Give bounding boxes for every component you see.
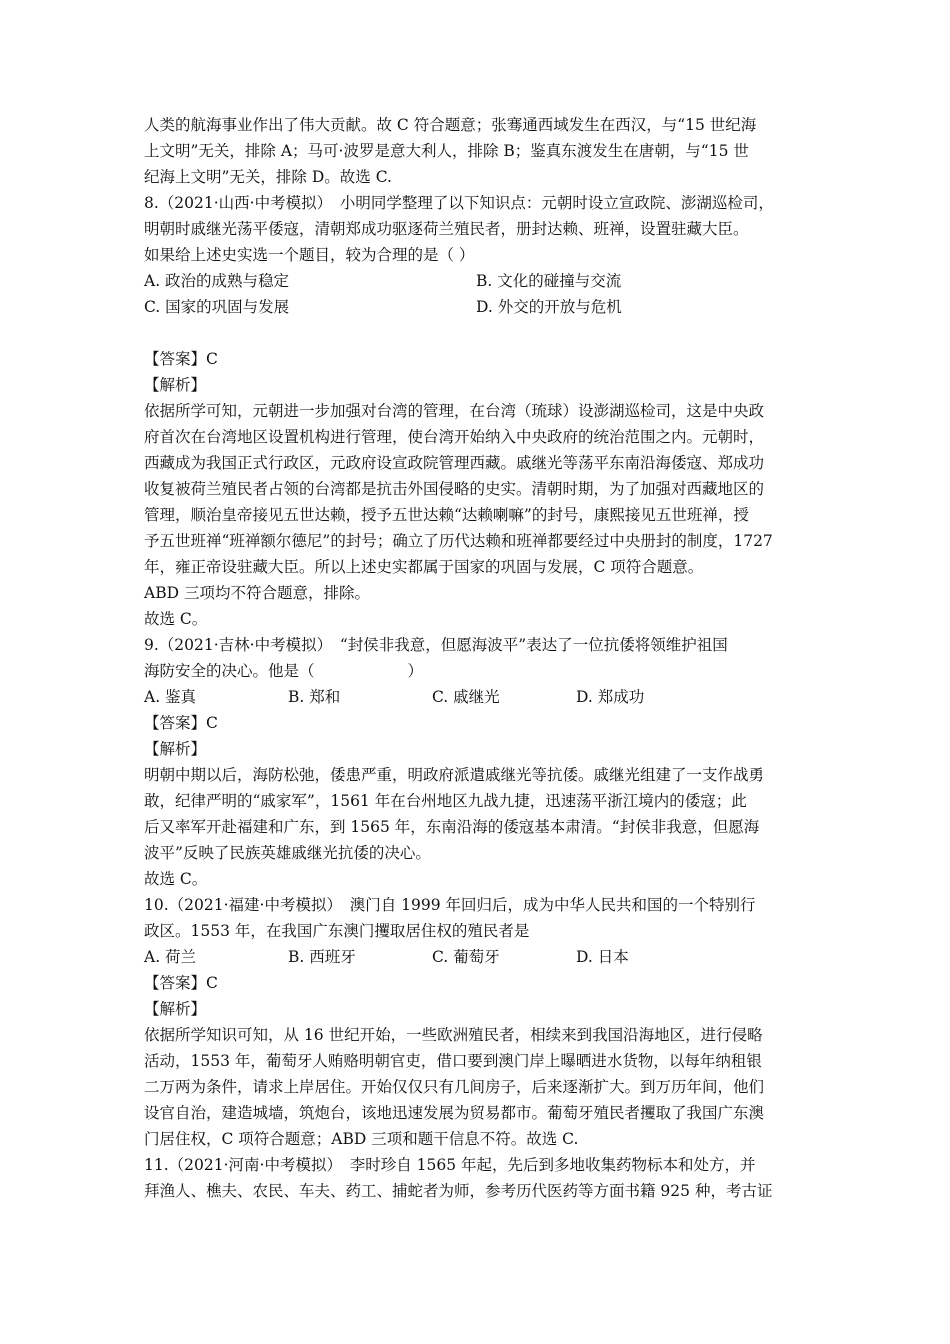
question-8-options-row-1 [144, 268, 808, 294]
text-line: 纪海上文明”无关，排除 D。故选 C. [144, 168, 392, 186]
question-8-analysis-label: 【解析】 [144, 376, 207, 394]
intro-paragraph [144, 112, 808, 190]
text-line: 二万两为条件，请求上岸居住。开始仅仅只有几间房子，后来逐渐扩大。到万历年间，他们 [144, 1078, 765, 1096]
text-line: 8.（2021·山西·中考模拟） 小明同学整理了以下知识点：元朝时设立宣政院、澎湖巡检司， [144, 194, 774, 212]
text-line: 海防安全的决心。他是（ ） [144, 662, 424, 680]
text-line: 年，雍正帝设驻藏大臣。所以上述史实都属于国家的巩固与发展，C 项符合题意。 [144, 558, 704, 576]
document-content [144, 112, 808, 1204]
option-c: C. 戚继光 [432, 688, 500, 706]
question-10-stem [144, 892, 808, 944]
option-c: C. 葡萄牙 [432, 948, 500, 966]
option-d: D. 郑成功 [576, 688, 645, 706]
option-a: A. 荷兰 [144, 948, 197, 966]
text-line: 依据所学可知，元朝进一步加强对台湾的管理，在台湾（琉球）设澎湖巡检司，这是中央政 [144, 402, 765, 420]
question-9-analysis [144, 762, 808, 892]
text-line: 后又率军开赴福建和广东，到 1565 年，东南沿海的倭寇基本肃清。“封侯非我意，但愿海 [144, 818, 760, 836]
text-line: 政区。1553 年，在我国广东澳门攫取居住权的殖民者是 [144, 922, 530, 940]
question-8-answer: 【答案】C [144, 350, 218, 368]
text-line: 拜渔人、樵夫、农民、车夫、药工、捕蛇者为师，参考历代医药等方面书籍 925 种，考古证 [144, 1182, 773, 1200]
option-a: A. 政治的成熟与稳定 [144, 272, 290, 290]
option-b: B. 郑和 [288, 688, 341, 706]
text-line: 管理，顺治皇帝接见五世达赖，授予五世达赖“达赖喇嘛”的封号，康熙接见五世班禅，授 [144, 506, 749, 524]
text-line: 故选 C。 [144, 610, 208, 628]
text-line: 明朝中期以后，海防松弛，倭患严重，明政府派遣戚继光等抗倭。戚继光组建了一支作战勇 [144, 766, 765, 784]
text-line: 10.（2021·福建·中考模拟） 澳门自 1999 年回归后，成为中华人民共和国的一个特别行 [144, 896, 756, 914]
text-line: 设官自治，建造城墙，筑炮台，该地迅速发展为贸易都市。葡萄牙殖民者攫取了我国广东澳 [144, 1104, 765, 1122]
option-a: A. 鉴真 [144, 688, 197, 706]
text-line: 11.（2021·河南·中考模拟） 李时珍自 1565 年起，先后到多地收集药物标本和处方，并 [144, 1156, 756, 1174]
question-8-analysis [144, 398, 808, 632]
text-line: 上文明”无关，排除 A；马可·波罗是意大利人，排除 B；鉴真东渡发生在唐朝，与“15 世 [144, 142, 749, 160]
text-line: 活动，1553 年，葡萄牙人贿赂明朝官吏，借口要到澳门岸上曝晒进水货物，以每年纳租银 [144, 1052, 762, 1070]
question-10-answer: 【答案】C [144, 974, 218, 992]
option-c: C. 国家的巩固与发展 [144, 298, 290, 316]
text-line: 波平”反映了民族英雄戚继光抗倭的决心。 [144, 844, 431, 862]
option-d: D. 日本 [576, 948, 629, 966]
option-b: B. 文化的碰撞与交流 [476, 272, 622, 290]
text-line: 故选 C。 [144, 870, 208, 888]
question-11-stem [144, 1152, 808, 1204]
text-line: 如果给上述史实选一个题目，较为合理的是（ ） [144, 246, 475, 264]
question-10-options [144, 944, 808, 970]
question-9-options [144, 684, 808, 710]
text-line: ABD 三项均不符合题意，排除。 [144, 584, 370, 602]
question-9-answer: 【答案】C [144, 714, 218, 732]
text-line: 明朝时戚继光荡平倭寇，清朝郑成功驱逐荷兰殖民者，册封达赖、班禅，设置驻藏大臣。 [144, 220, 749, 238]
text-line: 人类的航海事业作出了伟大贡献。故 C 符合题意；张骞通西域发生在西汉，与“15 世纪海 [144, 116, 757, 134]
text-line: 敢，纪律严明的“戚家军”，1561 年在台州地区九战九捷，迅速荡平浙江境内的倭寇；此 [144, 792, 747, 810]
text-line: 依据所学知识可知，从 16 世纪开始，一些欧洲殖民者，相续来到我国沿海地区，进行侵略 [144, 1026, 763, 1044]
question-9-stem [144, 632, 808, 684]
text-line: 府首次在台湾地区设置机构进行管理，使台湾开始纳入中央政府的统治范围之内。元朝时， [144, 428, 765, 446]
option-b: B. 西班牙 [288, 948, 356, 966]
question-8-options-row-2 [144, 294, 808, 320]
question-10-analysis [144, 1022, 808, 1152]
text-line: 门居住权，C 项符合题意；ABD 三项和题干信息不符。故选 C. [144, 1130, 579, 1148]
question-9-analysis-label: 【解析】 [144, 740, 207, 758]
text-line: 西藏成为我国正式行政区，元政府设宣政院管理西藏。戚继光等荡平东南沿海倭寇、郑成功 [144, 454, 765, 472]
text-line: 9.（2021·吉林·中考模拟） “封侯非我意，但愿海波平”表达了一位抗倭将领维护祖国 [144, 636, 728, 654]
spacer [144, 320, 808, 346]
text-line: 予五世班禅“班禅额尔德尼”的封号；确立了历代达赖和班禅都要经过中央册封的制度，1727 [144, 532, 773, 550]
option-d: D. 外交的开放与危机 [476, 298, 622, 316]
text-line: 收复被荷兰殖民者占领的台湾都是抗击外国侵略的史实。清朝时期，为了加强对西藏地区的 [144, 480, 765, 498]
question-8-stem [144, 190, 808, 268]
question-10-analysis-label: 【解析】 [144, 1000, 207, 1018]
